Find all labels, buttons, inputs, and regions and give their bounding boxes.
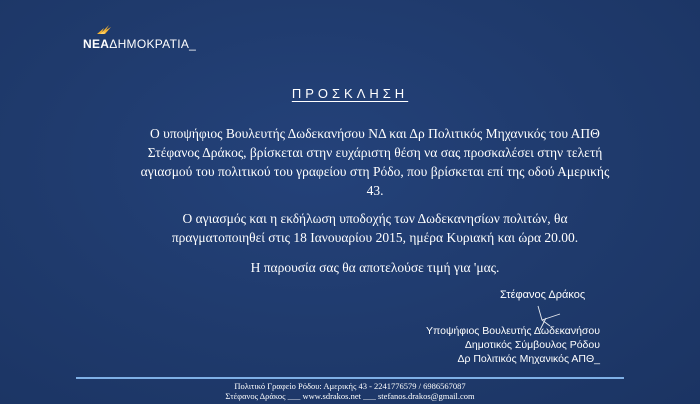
- logo-text-nea: ΝΕΑ: [83, 37, 110, 51]
- invitation-paragraph-1: Ο υποψήφιος Βουλευτής Δωδεκανήσου ΝΔ και Δρ Πολιτικός Μηχανικός του ΑΠΘ Στέφανος Δράκος, βρίσκεται στην ευχάριστη θέση να σας προσκαλέσει στην τελετή αγιασμού του πολιτικού του γραφείου στη Ρόδο, που βρίσκεται επί της οδού Αμερικής 43.: [140, 126, 610, 198]
- signature-name: Στέφανος Δράκος: [500, 289, 586, 301]
- title-candidate: Υποψήφιος Βουλευτής Δωδεκανήσου: [426, 325, 600, 337]
- logo-text-dimokratia: ΔΗΜΟΚΡΑΤΙΑ: [109, 37, 190, 51]
- title-councillor: Δημοτικός Σύμβουλος Ρόδου: [464, 339, 600, 351]
- party-logo: [83, 22, 223, 52]
- logo-text: [83, 37, 196, 51]
- party-flame-icon: [95, 22, 113, 36]
- invitation-title: ΠΡΟΣΚΛΗΣΗ: [291, 86, 409, 101]
- signatory-titles: [426, 324, 600, 366]
- footer-address: Πολιτικό Γραφείο Ρόδου: Αμερικής 43 - 2241776579 / 6986567087: [234, 381, 466, 391]
- title-engineer: Δρ Πολιτικός Μηχανικός ΑΠΘ_: [457, 353, 600, 365]
- footer-divider: [76, 377, 624, 379]
- invitation-paragraph-3: Η παρουσία σας θα αποτελούσε τιμή για 'μας.: [250, 260, 500, 275]
- invitation-paragraph-2: Ο αγιασμός και η εκδήλωση υποδοχής των Δωδεκανησίων πολιτών, θα πραγματοποιηθεί στις 18 Ιανουαρίου 2015, ημέρα Κυριακή και ώρα 20.00.: [171, 211, 579, 245]
- footer-contacts: Στέφανος Δράκος ___ www.sdrakos.net ___ stefanos.drakos@gmail.com: [225, 391, 475, 401]
- logo-text-suffix: _: [189, 37, 197, 51]
